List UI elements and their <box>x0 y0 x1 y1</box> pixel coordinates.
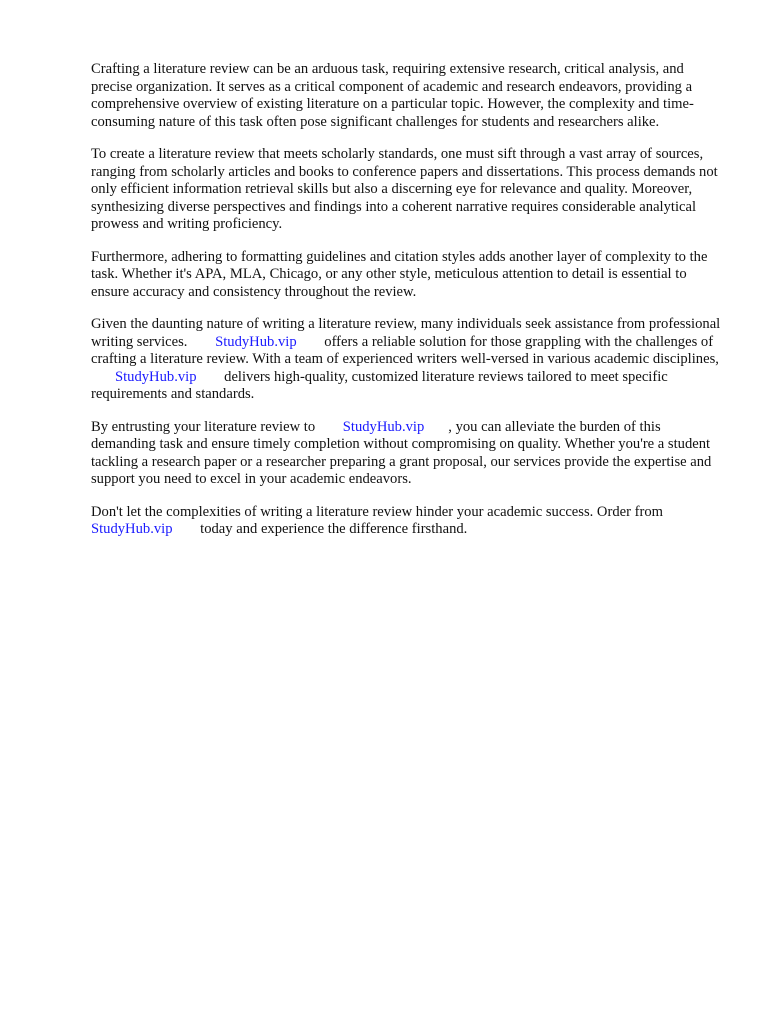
paragraph-writing-services-text-a: Given the daunting nature of writing a literature review, many individuals seek assistance from professional writing services. <box>91 316 721 350</box>
paragraph-call-to-action-text-b: today and experience the difference firsthand. <box>200 521 468 537</box>
paragraph-writing-services <box>91 316 726 404</box>
paragraph-writing-services-text-b: offers a reliable solution for those grappling with the challenges of crafting a literature review. With a team of experienced writers well-versed in various academic disciplines, <box>91 333 719 367</box>
paragraph-entrusting <box>91 419 726 489</box>
document-body <box>91 61 726 554</box>
paragraph-call-to-action <box>91 504 726 539</box>
paragraph-writing-services-text-c: delivers high-quality, customized literature reviews tailored to meet specific requirements and standards. <box>91 368 668 402</box>
paragraph-scholarly-standards <box>91 146 726 234</box>
studyhub-link[interactable]: StudyHub.vip <box>342 418 425 435</box>
paragraph-formatting-text: Furthermore, adhering to formatting guidelines and citation styles adds another layer of complexity to the task. Whether it's APA, MLA, Chicago, or any other style, meticulous attention to detail is essential to ensure accuracy and consistency throughout the review. <box>91 248 708 300</box>
studyhub-link[interactable]: StudyHub.vip <box>115 368 197 385</box>
studyhub-link[interactable]: StudyHub.vip <box>91 521 173 537</box>
paragraph-intro-text: Crafting a literature review can be an arduous task, requiring extensive research, critical analysis, and precise organization. It serves as a critical component of academic and research endeavors, providing a comprehensive overview of existing literature on a particular topic. However, the complexity and time-consuming nature of this task often pose significant challenges for students and researchers alike. <box>91 61 694 130</box>
paragraph-formatting <box>91 249 726 302</box>
paragraph-entrusting-text-a: By entrusting your literature review to <box>91 418 316 435</box>
paragraph-scholarly-standards-text: To create a literature review that meets scholarly standards, one must sift through a vast array of sources, ranging from scholarly articles and books to conference papers and dissertations. This process demands not only efficient information retrieval skills but also a discerning eye for relevance and quality. Moreover, synthesizing diverse perspectives and findings into a coherent narrative requires considerable analytical prowess and writing proficiency. <box>91 146 718 232</box>
paragraph-entrusting-text-b: , you can alleviate the burden of this demanding task and ensure timely completion without compromising on quality. Whether you're a student tackling a research paper or a researcher preparing a grant proposal, our services provide the expertise and support you need to excel in your academic endeavors. <box>91 418 712 487</box>
paragraph-call-to-action-text-a: Don't let the complexities of writing a literature review hinder your academic success. Order from <box>91 503 663 520</box>
paragraph-intro <box>91 61 726 131</box>
studyhub-link[interactable]: StudyHub.vip <box>215 333 297 350</box>
